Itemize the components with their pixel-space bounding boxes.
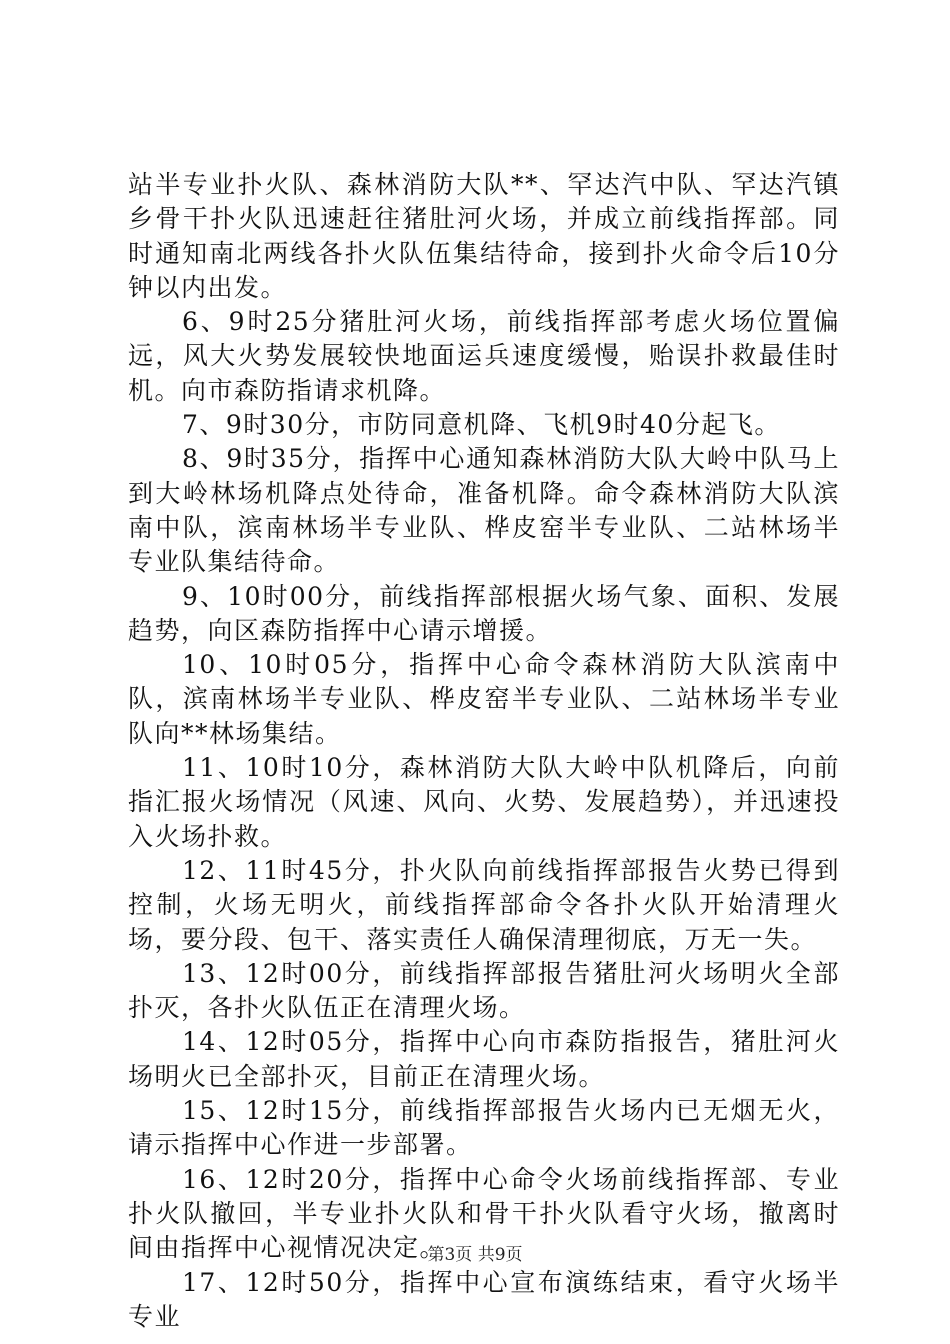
paragraph-7: 11、10时10分，森林消防大队大岭中队机降后，向前指汇报火场情况（风速、风向、火势、发展趋势），并迅速投入火场扑救。 [128,753,840,851]
paragraph-8: 12、11时45分，扑火队向前线指挥部报告火势已得到控制，火场无明火，前线指挥部命令各扑火队开始清理火场，要分段、包干、落实责任人确保清理彻底，万无一失。 [128,855,840,954]
paragraph-6: 10、10时05分，指挥中心命令森林消防大队滨南中队，滨南林场半专业队、桦皮窑半专业队、二站林场半专业队向**林场集结。 [128,650,840,748]
page-footer: 第3页 共9页 [427,1245,523,1265]
paragraph-5: 9、10时00分，前线指挥部根据火场气象、面积、发展趋势，向区森防指挥中心请示增援。 [128,581,840,645]
paragraph-1: 站半专业扑火队、森林消防大队**、罕达汽中队、罕达汽镇乡骨干扑火队迅速赶往猪肚河火场，并成立前线指挥部。同时通知南北两线各扑火队伍集结待命，接到扑火命令后10分钟以内出发。 [128,170,840,302]
document-body [128,168,840,1334]
paragraph-2: 6、9时25分猪肚河火场，前线指挥部考虑火场位置偏远，风大火势发展较快地面运兵速度缓慢，贻误扑救最佳时机。向市森防指请求机降。 [128,307,840,405]
paragraph-10: 14、12时05分，指挥中心向市森防指报告，猪肚河火场明火已全部扑灭，目前正在清理火场。 [128,1027,840,1091]
paragraph-4: 8、9时35分，指挥中心通知森林消防大队大岭中队马上到大岭林场机降点处待命，准备机降。命令森林消防大队滨南中队，滨南林场半专业队、桦皮窑半专业队、二站林场半专业队集结待命。 [128,444,840,577]
paragraph-11: 15、12时15分，前线指挥部报告火场内已无烟无火，请示指挥中心作进一步部署。 [128,1096,840,1160]
paragraph-9: 13、12时00分，前线指挥部报告猪肚河火场明火全部扑灭，各扑火队伍正在清理火场。 [128,958,840,1023]
paragraph-12: 16、12时20分，指挥中心命令火场前线指挥部、专业扑火队撤回，半专业扑火队和骨干扑火队看守火场，撤离时间由指挥中心视情况决定。 [128,1164,840,1263]
paragraph-3: 7、9时30分，市防同意机降、飞机9时40分起飞。 [182,410,781,440]
paragraph-13: 17、12时50分，指挥中心宣布演练结束，看守火场半专业 [128,1267,840,1331]
